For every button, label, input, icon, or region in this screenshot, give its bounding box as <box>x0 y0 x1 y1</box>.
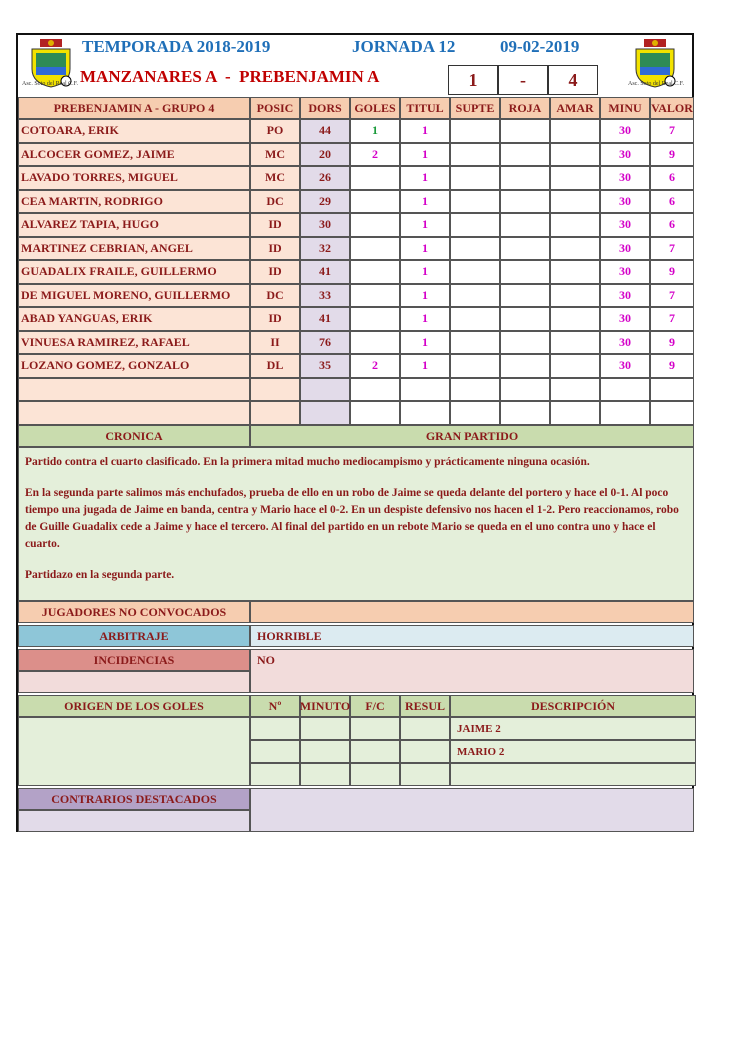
player-dors: 32 <box>300 237 350 261</box>
player-supte <box>450 213 500 237</box>
player-goles <box>350 307 400 331</box>
player-pos <box>250 401 300 425</box>
player-valor: 7 <box>650 237 694 261</box>
player-titul: 1 <box>400 260 450 284</box>
player-roja <box>500 143 550 167</box>
player-name: ALCOCER GOMEZ, JAIME <box>18 143 250 167</box>
goal-description <box>450 763 696 786</box>
player-supte <box>450 143 500 167</box>
player-amar <box>550 331 600 355</box>
cronica-title: GRAN PARTIDO <box>250 425 694 447</box>
player-minu: 30 <box>600 260 650 284</box>
player-pos: PO <box>250 119 300 143</box>
incidencias-value: NO <box>250 649 694 693</box>
player-dors <box>300 401 350 425</box>
player-dors: 26 <box>300 166 350 190</box>
player-minu: 30 <box>600 166 650 190</box>
player-titul: 1 <box>400 331 450 355</box>
player-name: GUADALIX FRAILE, GUILLERMO <box>18 260 250 284</box>
incidencias-label: INCIDENCIAS <box>18 649 250 671</box>
player-titul: 1 <box>400 307 450 331</box>
player-pos: ID <box>250 237 300 261</box>
player-pos: ID <box>250 260 300 284</box>
column-header: POSIC <box>250 97 300 119</box>
player-name: DE MIGUEL MORENO, GUILLERMO <box>18 284 250 308</box>
player-roja <box>500 260 550 284</box>
player-valor: 9 <box>650 260 694 284</box>
round-title: JORNADA 12 <box>352 37 456 56</box>
player-titul: 1 <box>400 190 450 214</box>
player-minu: 30 <box>600 307 650 331</box>
contrarios-value <box>250 788 694 832</box>
goal-description: MARIO 2 <box>450 740 696 763</box>
player-pos: ID <box>250 213 300 237</box>
goals-column-header: DESCRIPCIÓN <box>450 695 696 717</box>
player-minu: 30 <box>600 237 650 261</box>
player-pos: ID <box>250 307 300 331</box>
logo-caption: Asc. Soto del Real C.F. <box>22 81 79 87</box>
player-valor: 9 <box>650 331 694 355</box>
player-dors: 29 <box>300 190 350 214</box>
player-amar <box>550 401 600 425</box>
player-amar <box>550 307 600 331</box>
player-goles <box>350 331 400 355</box>
player-pos: DC <box>250 284 300 308</box>
goals-origin-label: ORIGEN DE LOS GOLES <box>18 695 250 717</box>
match-title: MANZANARES A - PREBENJAMIN A <box>80 67 380 86</box>
column-header: ROJA <box>500 97 550 119</box>
player-dors: 30 <box>300 213 350 237</box>
player-minu: 30 <box>600 190 650 214</box>
goals-column-header: F/C <box>350 695 400 717</box>
player-pos: MC <box>250 143 300 167</box>
player-amar <box>550 260 600 284</box>
player-supte <box>450 260 500 284</box>
player-name: CEA MARTIN, RODRIGO <box>18 190 250 214</box>
player-valor: 6 <box>650 190 694 214</box>
player-titul <box>400 401 450 425</box>
player-supte <box>450 190 500 214</box>
player-roja <box>500 307 550 331</box>
player-titul: 1 <box>400 213 450 237</box>
player-minu <box>600 401 650 425</box>
player-roja <box>500 190 550 214</box>
player-titul <box>400 378 450 402</box>
player-valor: 6 <box>650 213 694 237</box>
player-supte <box>450 354 500 378</box>
match-report-sheet <box>16 33 694 832</box>
cronica-body <box>18 447 694 601</box>
player-valor: 7 <box>650 119 694 143</box>
player-valor <box>650 378 694 402</box>
player-minu: 30 <box>600 331 650 355</box>
column-header: DORS <box>300 97 350 119</box>
player-minu: 30 <box>600 143 650 167</box>
player-name <box>18 401 250 425</box>
player-supte <box>450 284 500 308</box>
player-dors: 35 <box>300 354 350 378</box>
player-dors: 41 <box>300 260 350 284</box>
player-supte <box>450 331 500 355</box>
player-titul: 1 <box>400 143 450 167</box>
column-header: MINU <box>600 97 650 119</box>
player-dors: 41 <box>300 307 350 331</box>
player-dors <box>300 378 350 402</box>
player-valor: 7 <box>650 284 694 308</box>
contrarios-label: CONTRARIOS DESTACADOS <box>18 788 250 810</box>
player-amar <box>550 354 600 378</box>
player-roja <box>500 237 550 261</box>
goal-cell <box>300 763 350 786</box>
player-valor <box>650 401 694 425</box>
player-pos: DL <box>250 354 300 378</box>
goal-cell <box>250 740 300 763</box>
player-roja <box>500 284 550 308</box>
column-header: GOLES <box>350 97 400 119</box>
player-name <box>18 378 250 402</box>
player-goles <box>350 213 400 237</box>
player-roja <box>500 119 550 143</box>
cronica-paragraph: Partido contra el cuarto clasificado. En la primera mitad mucho mediocampismo y prácticamente ninguna ocasión. <box>25 456 590 468</box>
player-name: LOZANO GOMEZ, GONZALO <box>18 354 250 378</box>
player-goles: 2 <box>350 143 400 167</box>
goal-cell <box>350 740 400 763</box>
player-name: LAVADO TORRES, MIGUEL <box>18 166 250 190</box>
goal-cell <box>400 717 450 740</box>
cronica-label: CRONICA <box>18 425 250 447</box>
player-dors: 76 <box>300 331 350 355</box>
score-home: 1 <box>448 65 498 95</box>
player-goles <box>350 166 400 190</box>
column-header: VALOR <box>650 97 694 119</box>
goals-origin-body <box>18 717 250 786</box>
player-supte <box>450 401 500 425</box>
player-titul: 1 <box>400 284 450 308</box>
player-minu: 30 <box>600 119 650 143</box>
player-amar <box>550 237 600 261</box>
score-separator: - <box>498 65 548 95</box>
player-titul: 1 <box>400 354 450 378</box>
player-amar <box>550 213 600 237</box>
player-amar <box>550 284 600 308</box>
player-supte <box>450 307 500 331</box>
player-roja <box>500 401 550 425</box>
player-minu: 30 <box>600 284 650 308</box>
player-supte <box>450 237 500 261</box>
player-supte <box>450 378 500 402</box>
player-valor: 7 <box>650 307 694 331</box>
player-goles <box>350 190 400 214</box>
goal-description: JAIME 2 <box>450 717 696 740</box>
club-logo-left <box>22 37 79 93</box>
player-goles <box>350 284 400 308</box>
cronica-paragraph: En la segunda parte salimos más enchufados, prueba de ello en un robo de Jaime se queda delante del portero y hace el 0-1. Al poco tiempo una jugada de Jaime en banda, centra y Mario hace el 0-2. En un despiste defensivo nos hacen el 1-2. Pero reaccionamos, robo de Guille Guadalix cede a Jaime y hace el tercero. Al final del partido en un rebote Mario se queda en el uno contra uno y hace el cuarto. <box>25 487 679 550</box>
player-titul: 1 <box>400 119 450 143</box>
no-convocados-label: JUGADORES NO CONVOCADOS <box>18 601 250 623</box>
player-dors: 20 <box>300 143 350 167</box>
player-amar <box>550 143 600 167</box>
player-minu: 30 <box>600 354 650 378</box>
season-title: TEMPORADA 2018-2019 <box>82 37 271 56</box>
goal-cell <box>250 717 300 740</box>
player-goles: 2 <box>350 354 400 378</box>
player-goles <box>350 401 400 425</box>
incidencias-extra <box>18 671 250 693</box>
club-logo-right <box>628 37 685 93</box>
column-header: PREBENJAMIN A - GRUPO 4 <box>18 97 250 119</box>
player-titul: 1 <box>400 166 450 190</box>
cronica-paragraph: Partidazo en la segunda parte. <box>25 569 175 581</box>
player-valor: 9 <box>650 354 694 378</box>
column-header: AMAR <box>550 97 600 119</box>
score-away: 4 <box>548 65 598 95</box>
player-roja <box>500 331 550 355</box>
player-roja <box>500 213 550 237</box>
player-supte <box>450 166 500 190</box>
player-roja <box>500 354 550 378</box>
player-goles <box>350 237 400 261</box>
goal-cell <box>350 717 400 740</box>
goal-cell <box>250 763 300 786</box>
column-header: TITUL <box>400 97 450 119</box>
goals-column-header: MINUTO <box>300 695 350 717</box>
goals-column-header: RESUL <box>400 695 450 717</box>
player-goles <box>350 260 400 284</box>
player-name: VINUESA RAMIREZ, RAFAEL <box>18 331 250 355</box>
player-titul: 1 <box>400 237 450 261</box>
arbitraje-value: HORRIBLE <box>250 625 694 647</box>
player-valor: 9 <box>650 143 694 167</box>
player-dors: 33 <box>300 284 350 308</box>
player-valor: 6 <box>650 166 694 190</box>
player-roja <box>500 378 550 402</box>
player-amar <box>550 190 600 214</box>
match-date: 09-02-2019 <box>500 37 580 56</box>
player-amar <box>550 378 600 402</box>
goals-column-header: Nº <box>250 695 300 717</box>
player-pos: MC <box>250 166 300 190</box>
player-supte <box>450 119 500 143</box>
column-header: SUPTE <box>450 97 500 119</box>
goal-cell <box>400 763 450 786</box>
goal-cell <box>300 717 350 740</box>
player-name: MARTINEZ CEBRIAN, ANGEL <box>18 237 250 261</box>
player-goles: 1 <box>350 119 400 143</box>
logo-caption: Asc. Soto del Real C.F. <box>628 81 685 87</box>
player-pos: II <box>250 331 300 355</box>
arbitraje-label: ARBITRAJE <box>18 625 250 647</box>
player-pos: DC <box>250 190 300 214</box>
player-goles <box>350 378 400 402</box>
player-roja <box>500 166 550 190</box>
player-name: ALVAREZ TAPIA, HUGO <box>18 213 250 237</box>
player-amar <box>550 166 600 190</box>
player-dors: 44 <box>300 119 350 143</box>
player-minu: 30 <box>600 213 650 237</box>
goal-cell <box>350 763 400 786</box>
player-amar <box>550 119 600 143</box>
goal-cell <box>400 740 450 763</box>
contrarios-extra <box>18 810 250 832</box>
no-convocados-value <box>250 601 694 623</box>
player-name: ABAD YANGUAS, ERIK <box>18 307 250 331</box>
player-name: COTOARA, ERIK <box>18 119 250 143</box>
player-minu <box>600 378 650 402</box>
goal-cell <box>300 740 350 763</box>
player-pos <box>250 378 300 402</box>
